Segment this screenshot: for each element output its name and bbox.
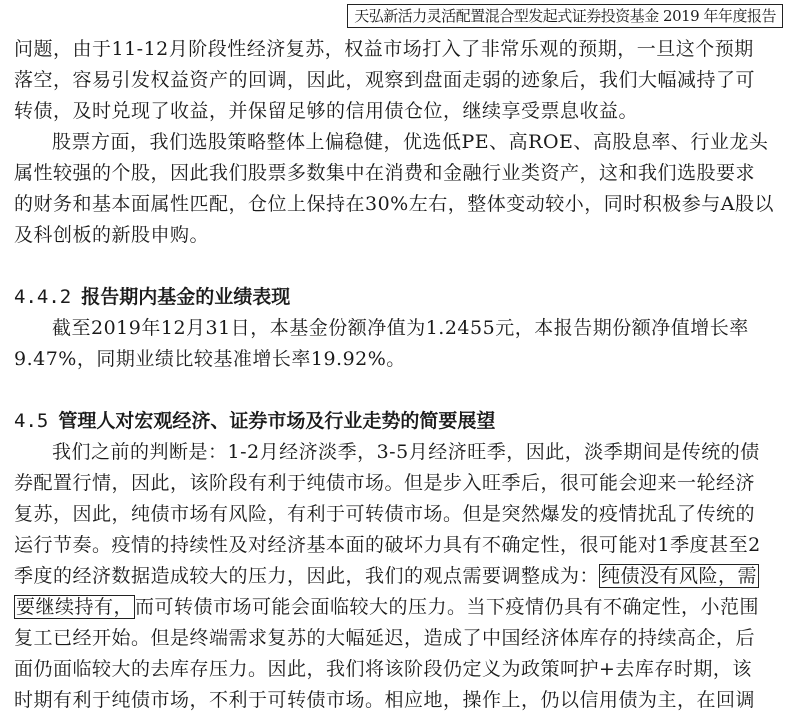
- text-line: 落空，容易引发权益资产的回调，因此，观察到盘面走弱的迹象后，我们大幅减持了可: [14, 69, 756, 91]
- text-line: 转债，及时兑现了收益，并保留足够的信用债仓位，继续享受票息收益。: [14, 100, 639, 122]
- text-segment: 季度的经济数据造成较大的压力，因此，我们的观点需要调整成为：: [14, 565, 600, 587]
- text-line: 复工已经开始。但是终端需求复苏的大幅延迟，造成了中国经济体库存的持续高企，后: [14, 627, 756, 649]
- paragraph-outlook: [14, 437, 776, 716]
- section-heading-4-4-2: [14, 282, 776, 313]
- section-title: 管理人对宏观经济、证券市场及行业走势的简要展望: [58, 410, 496, 432]
- paragraph-performance: [14, 313, 776, 375]
- highlight-box: 要继续持有，: [16, 596, 134, 618]
- text-line: 复苏，因此，纯债市场有风险，有利于可转债市场。但是突然爆发的疫情扰乱了传统的: [14, 503, 756, 525]
- spacer: [14, 251, 776, 282]
- section-number: 4.5: [14, 410, 49, 432]
- text-line: 运行节奏。疫情的持续性及对经济基本面的破坏力具有不确定性，很可能对1季度甚至2: [14, 534, 761, 556]
- section-number: 4.4.2: [14, 286, 72, 308]
- document-body: [14, 34, 776, 716]
- text-segment: 而可转债市场可能会面临较大的压力。当下疫情仍具有不确定性，小范围: [135, 596, 760, 618]
- text-line: 9.47%，同期业绩比较基准增长率19.92%。: [14, 348, 406, 370]
- text-line: 我们之前的判断是：1-2月经济淡季，3-5月经济旺季，因此，淡季期间是传统的债: [52, 441, 760, 463]
- text-line: 问题，由于11-12月阶段性经济复苏，权益市场打入了非常乐观的预期，一旦这个预期: [14, 38, 754, 60]
- text-line: 股票方面，我们选股策略整体上偏稳健，优选低PE、高ROE、高股息率、行业龙头: [52, 131, 769, 153]
- section-heading-4-5: [14, 406, 776, 437]
- spacer: [14, 375, 776, 406]
- text-line: 的财务和基本面属性匹配，仓位上保持在30%左右，整体变动较小，同时积极参与A股以: [14, 193, 774, 215]
- text-line: 截至2019年12月31日，本基金份额净值为1.2455元，本报告期份额净值增长率: [52, 317, 749, 339]
- report-header: 天弘新活力灵活配置混合型发起式证券投资基金 2019 年年度报告: [347, 4, 783, 28]
- text-line: 属性较强的个股，因此我们股票多数集中在消费和金融行业类资产，这和我们选股要求: [14, 162, 756, 184]
- text-line: 面仍面临较大的去库存压力。因此，我们将该阶段仍定义为政策呵护+去库存时期，该: [14, 658, 752, 680]
- paragraph-bond-adjustment: [14, 34, 776, 127]
- text-line: 及科创板的新股申购。: [14, 224, 210, 246]
- text-line: 券配置行情，因此，该阶段有利于纯债市场。但是步入旺季后，很可能会迎来一轮经济: [14, 472, 756, 494]
- highlight-box: 纯债没有风险，需: [601, 565, 758, 587]
- section-title: 报告期内基金的业绩表现: [81, 286, 291, 308]
- text-line: [14, 561, 776, 592]
- text-line: [14, 592, 776, 623]
- text-line: 时期有利于纯债市场，不利于可转债市场。相应地，操作上，仍以信用债为主，在回调: [14, 689, 756, 711]
- paragraph-stock-strategy: [14, 127, 776, 251]
